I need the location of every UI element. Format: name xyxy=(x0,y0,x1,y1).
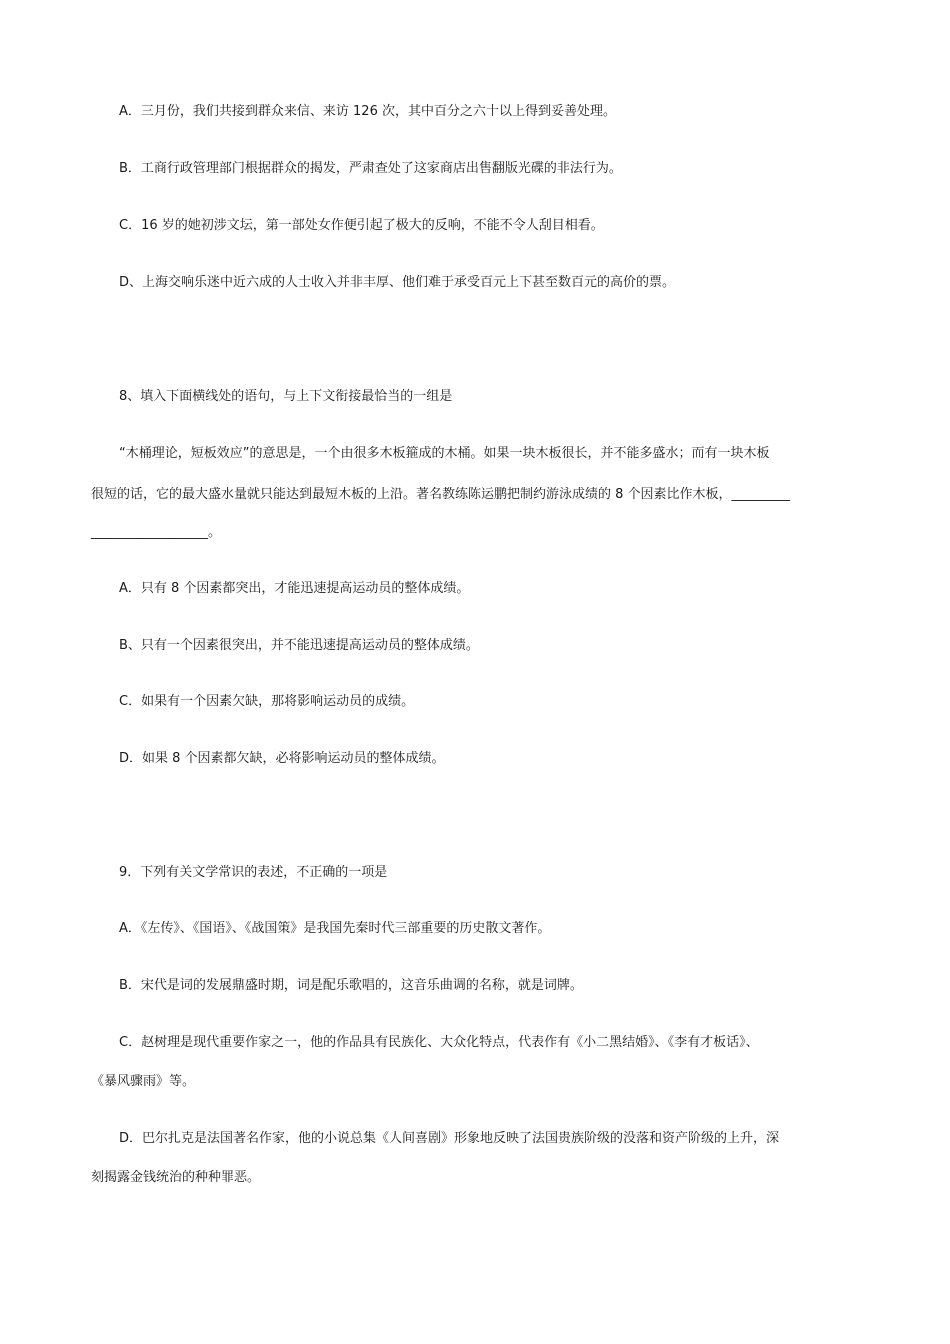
q8-passage-line-3: __________________。 xyxy=(91,525,222,540)
q7-option-a: A．三月份，我们共接到群众来信、来访 126 次，其中百分之六十以上得到妥善处理。 xyxy=(119,104,616,119)
q8-passage-line-1: “木桶理论，短板效应”的意思是，一个由很多木板箍成的木桶。如果一块木板很长，并不能多盛水；而有一块木板 xyxy=(119,446,770,461)
q8-option-a: A．只有 8 个因素都突出，才能迅速提高运动员的整体成绩。 xyxy=(119,581,470,596)
q8-question: 8、填入下面横线处的语句，与上下文衔接最恰当的一组是 xyxy=(119,389,453,404)
q9-option-d-line-1: D．巴尔扎克是法国著名作家，他的小说总集《人间喜剧》形象地反映了法国贵族阶级的没落和资产阶级的上升，深 xyxy=(119,1131,780,1146)
q9-question: 9．下列有关文学常识的表述，不正确的一项是 xyxy=(119,865,388,880)
q7-option-c: C．16 岁的她初涉文坛，第一部处女作便引起了极大的反响，不能不令人刮目相看。 xyxy=(119,218,604,233)
q7-option-d: D、上海交响乐迷中近六成的人士收入并非丰厚、他们难于承受百元上下甚至数百元的高价的票。 xyxy=(119,275,676,290)
q9-option-d-line-2: 刻揭露金钱统治的种种罪恶。 xyxy=(91,1170,261,1185)
q9-option-a: A．《左传》、《国语》、《战国策》是我国先秦时代三部重要的历史散文著作。 xyxy=(119,921,551,936)
q9-option-c-line-2: 《暴风骤雨》等。 xyxy=(91,1074,196,1089)
q7-option-b: B．工商行政管理部门根据群众的揭发，严肃查处了这家商店出售翻版光碟的非法行为。 xyxy=(119,161,622,176)
q9-option-c-line-1: C．赵树理是现代重要作家之一，他的作品具有民族化、大众化特点，代表作有《小二黑结婚》、《李有才板话》、 xyxy=(119,1035,759,1050)
q8-option-b: B、只有一个因素很突出，并不能迅速提高运动员的整体成绩。 xyxy=(119,638,479,653)
q8-option-c: C．如果有一个因素欠缺，那将影响运动员的成绩。 xyxy=(119,694,415,709)
q8-option-d: D．如果 8 个因素都欠缺，必将影响运动员的整体成绩。 xyxy=(119,751,445,766)
q9-option-b: B．宋代是词的发展鼎盛时期，词是配乐歌唱的，这音乐曲调的名称，就是词牌。 xyxy=(119,978,583,993)
q8-passage-line-2: 很短的话，它的最大盛水量就只能达到最短木板的上沿。著名教练陈运鹏把制约游泳成绩的 8 个因素比作木板，_________ xyxy=(91,487,791,502)
